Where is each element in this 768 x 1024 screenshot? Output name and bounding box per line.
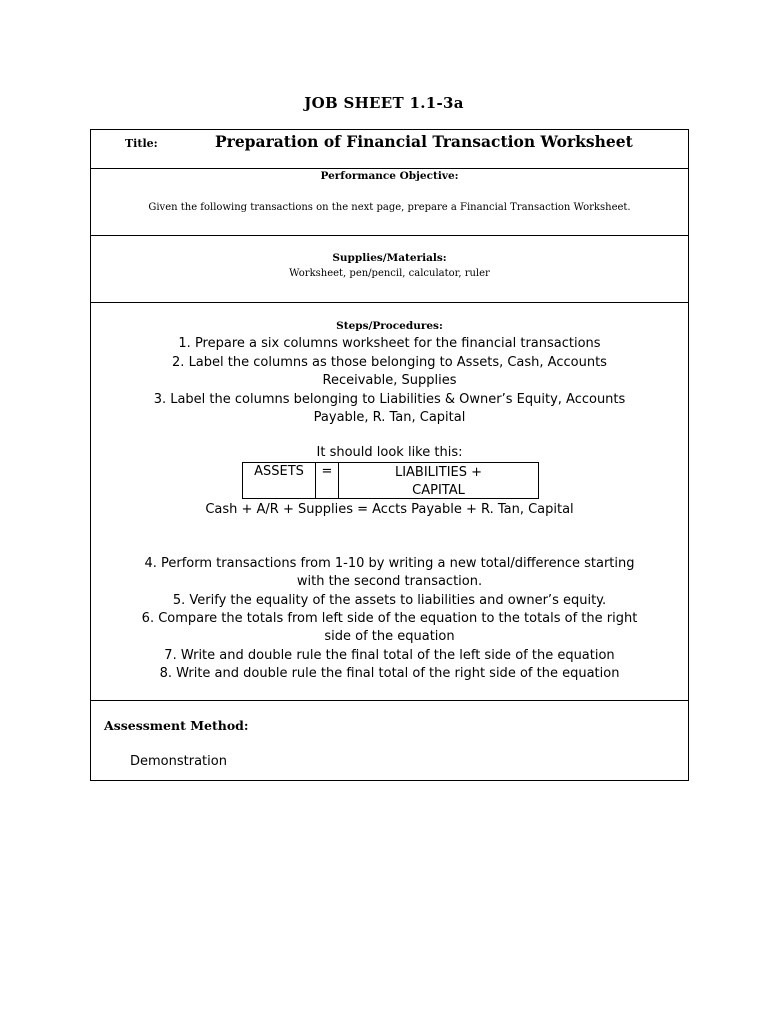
accounting-equation-table [242, 462, 539, 499]
job-sheet-table [90, 129, 689, 781]
equals-cell: = [316, 463, 339, 498]
steps-row: Steps/Procedures: 1. Prepare a six columns worksheet for the financial transactions 2. Label the columns as those belonging to Assets, Cash, Accounts Receivable, Supplies 3. Label the columns belonging to Liabilities & Owner’s Equity, Accounts Payable, R. Tan, Capital It should look like this: ASSETS = LIABILITIES + CAPITAL Cash + A/R + Supplies = Accts Payable + R. Tan, Capital 4. Perform transactions from 1-10 by writing a new total/difference starting with the second transaction. 5. Verify the equality of the assets to liabilities and owner’s equity. 6. Compare the totals from left side of the equation to the totals of the right side of the equation 7. Write and double rule the final total of the left side of the equation 8. Write and double rule the final total of the right side of the equation [91, 303, 688, 701]
supplies-text: Worksheet, pen/pencil, calculator, ruler [289, 268, 490, 279]
step-item: 4. Perform transactions from 1-10 by writing a new total/difference starting with the second transaction. [144, 556, 635, 589]
liabilities-cell: LIABILITIES + CAPITAL [394, 465, 483, 498]
step-item: 6. Compare the totals from left side of the equation to the totals of the right side of the equation [141, 611, 638, 644]
assessment-value: Demonstration [130, 754, 227, 769]
worksheet-title: Preparation of Financial Transaction Worksheet [215, 132, 633, 151]
performance-objective-heading: Performance Objective: [320, 170, 459, 182]
step-item: 5. Verify the equality of the assets to liabilities and owner’s equity. [172, 593, 607, 608]
step-item: 2. Label the columns as those belonging to Assets, Cash, Accounts Receivable, Supplies [172, 355, 607, 388]
step-item: 7. Write and double rule the final total of the left side of the equation [164, 648, 615, 663]
performance-objective-text: Given the following transactions on the next page, prepare a Financial Transaction Worksheet. [148, 202, 631, 213]
page-title: JOB SHEET 1.1-3a [304, 94, 464, 112]
step-item: 1. Prepare a six columns worksheet for the financial transactions [178, 336, 601, 351]
step-item: 8. Write and double rule the final total of the right side of the equation [159, 666, 620, 681]
assessment-heading: Assessment Method: [104, 718, 249, 733]
performance-objective-row [91, 169, 688, 236]
steps-heading: Steps/Procedures: [336, 320, 443, 332]
assessment-row [91, 701, 688, 780]
assets-cell: ASSETS [243, 463, 316, 498]
supplies-heading: Supplies/Materials: [332, 252, 447, 264]
supplies-row [91, 236, 688, 303]
title-row [91, 130, 688, 169]
step-item: 3. Label the columns belonging to Liabilities & Owner’s Equity, Accounts Payable, R. Tan, Capital [153, 392, 626, 425]
title-label: Title: [125, 137, 158, 150]
